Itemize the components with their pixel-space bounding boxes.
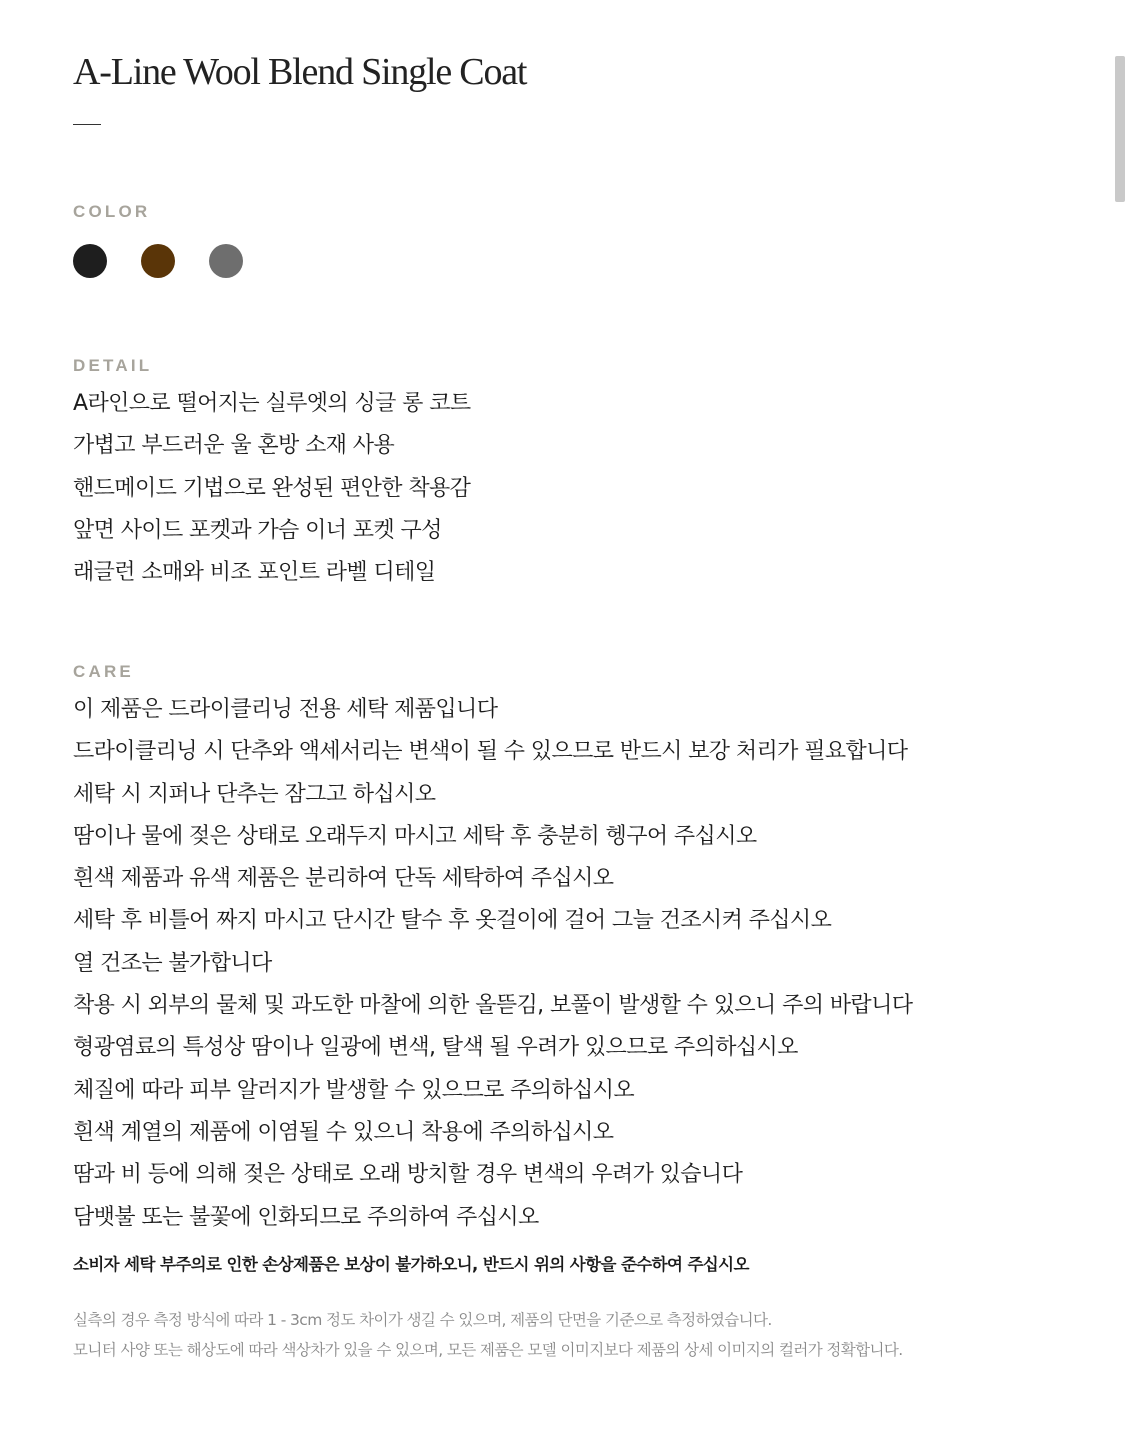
care-line: 체질에 따라 피부 알러지가 발생할 수 있으므로 주의하십시오	[73, 1077, 635, 1103]
color-swatch-black[interactable]	[73, 244, 107, 278]
detail-line: A라인으로 떨어지는 실루엣의 싱글 롱 코트	[73, 391, 471, 416]
scrollbar-thumb[interactable]	[1115, 56, 1125, 202]
care-line: 형광염료의 특성상 땀이나 일광에 변색, 탈색 될 우려가 있으므로 주의하십시오	[73, 1035, 798, 1061]
care-line: 땀이나 물에 젖은 상태로 오래두지 마시고 세탁 후 충분히 헹구어 주십시오	[73, 823, 757, 849]
detail-list	[73, 383, 471, 594]
care-line: 흰색 제품과 유색 제품은 분리하여 단독 세탁하여 주십시오	[73, 866, 614, 892]
care-line: 착용 시 외부의 물체 및 과도한 마찰에 의한 올뜯김, 보풀이 발생할 수 있으니 주의 바랍니다	[73, 993, 913, 1019]
care-notice: 소비자 세탁 부주의로 인한 손상제품은 보상이 불가하오니, 반드시 위의 사항을 준수하여 주십시오	[73, 1255, 749, 1274]
care-line: 세탁 후 비틀어 짜지 마시고 단시간 탈수 후 옷걸이에 걸어 그늘 건조시켜 주십시오	[73, 908, 832, 934]
color-swatch-gray[interactable]	[209, 244, 243, 278]
care-line: 세탁 시 지퍼나 단추는 잠그고 하십시오	[73, 781, 436, 807]
care-line: 드라이클리닝 시 단추와 액세서리는 변색이 될 수 있으므로 반드시 보강 처리가 필요합니다	[73, 739, 908, 765]
scrollbar-track[interactable]	[1111, 0, 1125, 1434]
care-line: 열 건조는 불가합니다	[73, 950, 272, 976]
product-title: A-Line Wool Blend Single Coat	[73, 51, 527, 93]
color-swatches	[73, 244, 243, 278]
footnote-line: 모니터 사양 또는 해상도에 따라 색상차가 있을 수 있으며, 모든 제품은 모델 이미지보다 제품의 상세 이미지의 컬러가 정확합니다.	[73, 1341, 903, 1359]
title-divider	[73, 124, 101, 125]
detail-section-label: DETAIL	[73, 356, 153, 375]
care-section-label: CARE	[73, 662, 134, 681]
care-list	[73, 689, 912, 1239]
detail-line: 앞면 사이드 포켓과 가슴 이너 포켓 구성	[73, 517, 442, 543]
care-line: 땀과 비 등에 의해 젖은 상태로 오래 방치할 경우 변색의 우려가 있습니다	[73, 1162, 743, 1188]
detail-line: 래글런 소매와 비조 포인트 라벨 디테일	[73, 560, 436, 586]
care-line: 이 제품은 드라이클리닝 전용 세탁 제품입니다	[73, 697, 498, 722]
footnote-line: 실측의 경우 측정 방식에 따라 1 - 3cm 정도 차이가 생길 수 있으며, 제품의 단면을 기준으로 측정하였습니다.	[73, 1311, 772, 1329]
color-section-label: COLOR	[73, 202, 151, 221]
detail-line: 핸드메이드 기법으로 완성된 편안한 착용감	[73, 475, 471, 501]
care-line: 흰색 계열의 제품에 이염될 수 있으니 착용에 주의하십시오	[73, 1119, 614, 1145]
detail-line: 가볍고 부드러운 울 혼방 소재 사용	[73, 433, 395, 459]
footnotes	[73, 1305, 903, 1365]
color-swatch-brown[interactable]	[141, 244, 175, 278]
care-line: 담뱃불 또는 불꽃에 인화되므로 주의하여 주십시오	[73, 1204, 539, 1230]
